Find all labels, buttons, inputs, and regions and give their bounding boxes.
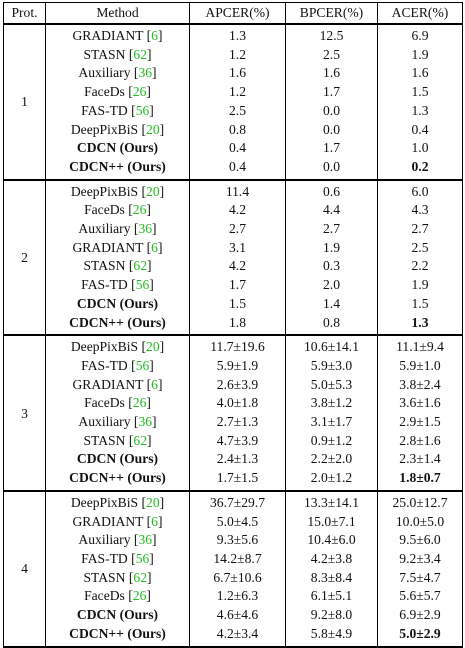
- citation-link[interactable]: [6]: [146, 239, 163, 255]
- table-row: [4, 314, 463, 336]
- acer-cell: 1.9: [378, 46, 463, 65]
- table-row: [4, 64, 463, 83]
- apcer-cell: 4.6±4.6: [190, 606, 286, 625]
- method-name: STASN: [83, 258, 126, 274]
- protocol-cell: 3: [4, 335, 46, 491]
- table-row: [4, 469, 463, 491]
- table-row: [4, 276, 463, 295]
- citation-link[interactable]: [56]: [131, 102, 154, 118]
- citation-number: 36: [138, 532, 153, 548]
- bpcer-cell: 1.6: [286, 64, 378, 83]
- citation-link[interactable]: [56]: [131, 277, 154, 293]
- header-row: [4, 3, 463, 25]
- method-cell: [46, 102, 190, 121]
- method-name: FAS-TD: [81, 357, 128, 373]
- bpcer-cell: 4.4: [286, 201, 378, 220]
- table-row: [4, 121, 463, 140]
- method-cell: [46, 625, 190, 647]
- bpcer-cell: 1.7: [286, 139, 378, 158]
- citation-link[interactable]: [56]: [131, 357, 154, 373]
- method-name: FaceDs: [84, 202, 125, 218]
- bpcer-cell: 0.0: [286, 121, 378, 140]
- apcer-cell: 2.5: [190, 102, 286, 121]
- citation-number: 36: [138, 414, 153, 430]
- header-prot: Prot.: [4, 3, 46, 25]
- method-cell: [46, 550, 190, 569]
- protocol-cell: 1: [4, 24, 46, 180]
- citation-number: 20: [146, 183, 160, 199]
- citation-link[interactable]: [20]: [141, 121, 165, 137]
- method-name: CDCN (Ours): [76, 295, 159, 311]
- header-bpcer: BPCER(%): [286, 3, 378, 25]
- citation-number: 6: [151, 376, 158, 392]
- method-cell: [46, 335, 190, 357]
- citation-link[interactable]: [20]: [141, 183, 165, 199]
- table-row: [4, 139, 463, 158]
- table-row: [4, 102, 463, 121]
- table-row: [4, 432, 463, 451]
- method-name: Auxiliary: [78, 221, 131, 237]
- acer-cell: 7.5±4.7: [378, 569, 463, 588]
- apcer-cell: 5.9±1.9: [190, 357, 286, 376]
- apcer-cell: 1.8: [190, 314, 286, 336]
- table-row: [4, 450, 463, 469]
- table-row: [4, 625, 463, 647]
- table-row: [4, 46, 463, 65]
- citation-link[interactable]: [26]: [128, 588, 151, 604]
- table-row: [4, 606, 463, 625]
- method-name: FAS-TD: [81, 277, 128, 293]
- bpcer-cell: 6.1±5.1: [286, 587, 378, 606]
- citation-number: 62: [133, 258, 147, 274]
- method-name: CDCN++ (Ours): [69, 314, 166, 330]
- citation-number: 20: [146, 494, 160, 510]
- citation-link[interactable]: [36]: [133, 65, 157, 81]
- citation-number: 6: [151, 28, 158, 43]
- method-cell: [46, 469, 190, 491]
- bpcer-cell: 2.2±2.0: [286, 450, 378, 469]
- acer-cell: 1.5: [378, 83, 463, 102]
- method-cell: [46, 314, 190, 336]
- method-name: GRADIANT: [72, 513, 144, 529]
- method-cell: [46, 513, 190, 532]
- method-name: GRADIANT: [72, 28, 144, 43]
- method-name: DeepPixBiS: [70, 121, 139, 137]
- results-table: [3, 2, 463, 648]
- bpcer-cell: 13.3±14.1: [286, 491, 378, 513]
- bpcer-cell: 3.1±1.7: [286, 413, 378, 432]
- citation-number: 56: [135, 357, 150, 373]
- method-name: GRADIANT: [72, 239, 144, 255]
- method-name: STASN: [83, 432, 126, 448]
- table-row: [4, 491, 463, 513]
- citation-number: 36: [138, 221, 153, 237]
- header-method: Method: [46, 3, 190, 25]
- method-cell: [46, 158, 190, 180]
- citation-link[interactable]: [26]: [128, 395, 151, 411]
- apcer-cell: 2.4±1.3: [190, 450, 286, 469]
- acer-cell: 0.2: [378, 158, 463, 180]
- method-cell: [46, 394, 190, 413]
- citation-number: 56: [135, 277, 150, 293]
- acer-cell: 2.7: [378, 220, 463, 239]
- method-cell: [46, 432, 190, 451]
- bpcer-cell: 5.0±5.3: [286, 376, 378, 395]
- table-row: [4, 220, 463, 239]
- citation-number: 26: [132, 84, 147, 100]
- citation-link[interactable]: [20]: [141, 339, 165, 355]
- acer-cell: 3.6±1.6: [378, 394, 463, 413]
- table-row: [4, 257, 463, 276]
- table-row: [4, 180, 463, 202]
- acer-cell: 2.9±1.5: [378, 413, 463, 432]
- apcer-cell: 9.3±5.6: [190, 531, 286, 550]
- acer-cell: 2.5: [378, 239, 463, 258]
- acer-cell: 6.9±2.9: [378, 606, 463, 625]
- method-cell: [46, 121, 190, 140]
- apcer-cell: 4.0±1.8: [190, 394, 286, 413]
- method-name: GRADIANT: [72, 376, 144, 392]
- citation-number: 6: [151, 513, 158, 529]
- citation-link[interactable]: [62]: [128, 258, 152, 274]
- header-acer: ACER(%): [378, 3, 463, 25]
- bpcer-cell: 0.8: [286, 314, 378, 336]
- apcer-cell: 11.7±19.6: [190, 335, 286, 357]
- protocol-cell: 2: [4, 180, 46, 336]
- acer-cell: 10.0±5.0: [378, 513, 463, 532]
- acer-cell: 6.0: [378, 180, 463, 202]
- bpcer-cell: 0.6: [286, 180, 378, 202]
- citation-number: 6: [151, 239, 158, 255]
- citation-link[interactable]: [36]: [133, 414, 157, 430]
- citation-link[interactable]: [62]: [128, 432, 152, 448]
- bpcer-cell: 4.2±3.8: [286, 550, 378, 569]
- bpcer-cell: 1.7: [286, 83, 378, 102]
- acer-cell: 2.2: [378, 257, 463, 276]
- table-row: [4, 413, 463, 432]
- method-name: Auxiliary: [78, 65, 131, 81]
- table-row: [4, 587, 463, 606]
- citation-link[interactable]: [6]: [146, 513, 163, 529]
- method-name: DeepPixBiS: [70, 339, 139, 355]
- apcer-cell: 2.6±3.9: [190, 376, 286, 395]
- table-row: [4, 239, 463, 258]
- method-cell: [46, 83, 190, 102]
- apcer-cell: 2.7±1.3: [190, 413, 286, 432]
- method-name: DeepPixBiS: [70, 494, 139, 510]
- bpcer-cell: 2.0±1.2: [286, 469, 378, 491]
- acer-cell: 1.5: [378, 295, 463, 314]
- method-cell: [46, 606, 190, 625]
- apcer-cell: 1.7: [190, 276, 286, 295]
- citation-link[interactable]: [26]: [128, 202, 151, 218]
- method-cell: [46, 587, 190, 606]
- acer-cell: 5.0±2.9: [378, 625, 463, 647]
- method-cell: [46, 376, 190, 395]
- apcer-cell: 0.4: [190, 158, 286, 180]
- protocol-cell: 4: [4, 491, 46, 647]
- bpcer-cell: 12.5: [286, 24, 378, 46]
- acer-cell: 9.2±3.4: [378, 550, 463, 569]
- bpcer-cell: 0.9±1.2: [286, 432, 378, 451]
- method-cell: [46, 220, 190, 239]
- table-row: [4, 550, 463, 569]
- bpcer-cell: 1.4: [286, 295, 378, 314]
- apcer-cell: 4.7±3.9: [190, 432, 286, 451]
- apcer-cell: 1.2: [190, 83, 286, 102]
- bpcer-cell: 0.0: [286, 158, 378, 180]
- method-name: Auxiliary: [78, 532, 131, 548]
- bpcer-cell: 2.5: [286, 46, 378, 65]
- method-name: FaceDs: [84, 588, 125, 604]
- bpcer-cell: 3.8±1.2: [286, 394, 378, 413]
- method-name: CDCN (Ours): [76, 140, 159, 156]
- method-cell: [46, 239, 190, 258]
- table-row: [4, 335, 463, 357]
- method-cell: [46, 491, 190, 513]
- bpcer-cell: 2.7: [286, 220, 378, 239]
- apcer-cell: 1.3: [190, 24, 286, 46]
- method-cell: [46, 46, 190, 65]
- method-name: CDCN++ (Ours): [69, 470, 166, 486]
- acer-cell: 0.4: [378, 121, 463, 140]
- results-table-container: [3, 2, 462, 648]
- method-cell: [46, 413, 190, 432]
- table-row: [4, 376, 463, 395]
- method-cell: [46, 450, 190, 469]
- header-apcer: APCER(%): [190, 3, 286, 25]
- method-name: FAS-TD: [81, 102, 128, 118]
- apcer-cell: 14.2±8.7: [190, 550, 286, 569]
- method-name: DeepPixBiS: [70, 183, 139, 199]
- citation-link[interactable]: [36]: [133, 221, 157, 237]
- acer-cell: 6.9: [378, 24, 463, 46]
- apcer-cell: 1.7±1.5: [190, 469, 286, 491]
- bpcer-cell: 5.9±3.0: [286, 357, 378, 376]
- citation-number: 20: [146, 121, 160, 137]
- acer-cell: 1.0: [378, 139, 463, 158]
- table-row: [4, 513, 463, 532]
- method-cell: [46, 201, 190, 220]
- bpcer-cell: 5.8±4.9: [286, 625, 378, 647]
- acer-cell: 3.8±2.4: [378, 376, 463, 395]
- bpcer-cell: 10.6±14.1: [286, 335, 378, 357]
- citation-link[interactable]: [26]: [128, 84, 151, 100]
- acer-cell: 25.0±12.7: [378, 491, 463, 513]
- method-name: CDCN++ (Ours): [69, 625, 166, 641]
- acer-cell: 9.5±6.0: [378, 531, 463, 550]
- acer-cell: 1.6: [378, 64, 463, 83]
- apcer-cell: 0.4: [190, 139, 286, 158]
- bpcer-cell: 15.0±7.1: [286, 513, 378, 532]
- method-name: CDCN++ (Ours): [69, 158, 166, 174]
- method-cell: [46, 295, 190, 314]
- citation-number: 62: [133, 569, 147, 585]
- method-cell: [46, 180, 190, 202]
- acer-cell: 1.8±0.7: [378, 469, 463, 491]
- bpcer-cell: 10.4±6.0: [286, 531, 378, 550]
- method-cell: [46, 531, 190, 550]
- citation-number: 26: [132, 395, 147, 411]
- acer-cell: 2.3±1.4: [378, 450, 463, 469]
- method-name: STASN: [83, 46, 126, 62]
- table-row: [4, 357, 463, 376]
- citation-link[interactable]: [62]: [128, 46, 152, 62]
- table-body: [4, 24, 463, 647]
- method-name: FaceDs: [84, 395, 125, 411]
- acer-cell: 1.9: [378, 276, 463, 295]
- apcer-cell: 2.7: [190, 220, 286, 239]
- acer-cell: 1.3: [378, 102, 463, 121]
- method-cell: [46, 276, 190, 295]
- citation-number: 62: [133, 432, 147, 448]
- table-row: [4, 201, 463, 220]
- apcer-cell: 0.8: [190, 121, 286, 140]
- citation-link[interactable]: [56]: [131, 550, 154, 566]
- apcer-cell: 4.2: [190, 201, 286, 220]
- method-name: STASN: [83, 569, 126, 585]
- method-cell: [46, 139, 190, 158]
- citation-number: 62: [133, 46, 147, 62]
- apcer-cell: 5.0±4.5: [190, 513, 286, 532]
- bpcer-cell: 2.0: [286, 276, 378, 295]
- bpcer-cell: 0.3: [286, 257, 378, 276]
- apcer-cell: 1.6: [190, 64, 286, 83]
- method-cell: [46, 64, 190, 83]
- method-cell: [46, 24, 190, 46]
- acer-cell: 5.9±1.0: [378, 357, 463, 376]
- method-name: CDCN (Ours): [76, 607, 159, 623]
- table-row: [4, 295, 463, 314]
- apcer-cell: 1.2: [190, 46, 286, 65]
- citation-number: 56: [135, 550, 150, 566]
- citation-link[interactable]: [20]: [141, 494, 165, 510]
- citation-number: 20: [146, 339, 160, 355]
- acer-cell: 5.6±5.7: [378, 587, 463, 606]
- table-row: [4, 531, 463, 550]
- table-row: [4, 569, 463, 588]
- citation-link[interactable]: [6]: [146, 28, 163, 43]
- apcer-cell: 1.2±6.3: [190, 587, 286, 606]
- acer-cell: 11.1±9.4: [378, 335, 463, 357]
- apcer-cell: 6.7±10.6: [190, 569, 286, 588]
- citation-link[interactable]: [6]: [146, 376, 163, 392]
- bpcer-cell: 0.0: [286, 102, 378, 121]
- method-cell: [46, 257, 190, 276]
- acer-cell: 4.3: [378, 201, 463, 220]
- bpcer-cell: 9.2±8.0: [286, 606, 378, 625]
- table-header: [4, 3, 463, 25]
- acer-cell: 2.8±1.6: [378, 432, 463, 451]
- table-row: [4, 394, 463, 413]
- apcer-cell: 36.7±29.7: [190, 491, 286, 513]
- apcer-cell: 4.2±3.4: [190, 625, 286, 647]
- apcer-cell: 1.5: [190, 295, 286, 314]
- citation-link[interactable]: [36]: [133, 532, 157, 548]
- citation-number: 26: [132, 588, 147, 604]
- method-name: FaceDs: [84, 84, 125, 100]
- method-name: Auxiliary: [78, 414, 131, 430]
- table-row: [4, 24, 463, 46]
- citation-number: 26: [132, 202, 147, 218]
- method-name: FAS-TD: [81, 550, 128, 566]
- apcer-cell: 3.1: [190, 239, 286, 258]
- acer-cell: 1.3: [378, 314, 463, 336]
- table-row: [4, 158, 463, 180]
- table-row: [4, 83, 463, 102]
- citation-number: 56: [135, 102, 150, 118]
- bpcer-cell: 8.3±8.4: [286, 569, 378, 588]
- apcer-cell: 11.4: [190, 180, 286, 202]
- method-name: CDCN (Ours): [76, 451, 159, 467]
- method-cell: [46, 569, 190, 588]
- bpcer-cell: 1.9: [286, 239, 378, 258]
- apcer-cell: 4.2: [190, 257, 286, 276]
- method-cell: [46, 357, 190, 376]
- citation-number: 36: [138, 65, 153, 81]
- citation-link[interactable]: [62]: [128, 569, 152, 585]
